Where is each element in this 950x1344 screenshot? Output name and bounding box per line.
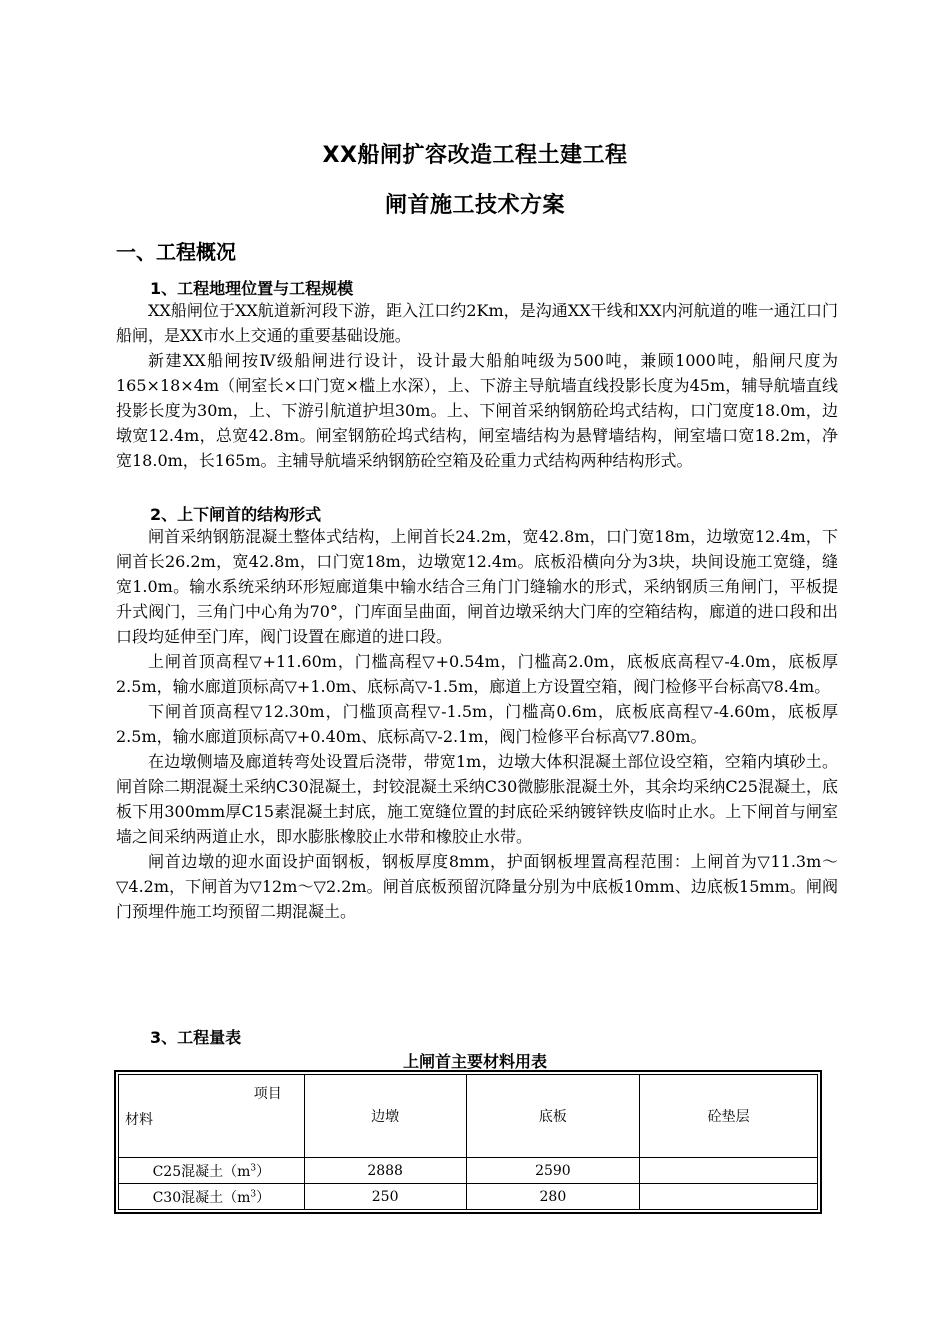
paragraph: 在边墩侧墙及廊道转弯处设置后浇带，带宽1m，边墩大体积混凝土部位设空箱，空箱内填砂土。闸首除二期混凝土采纳C30混凝土，封铰混凝土采纳C30微膨胀混凝土外，其余均采纳C25混凝土，底板下用300mm厚C15素混凝土封底，施工宽缝位置的封底砼采纳镀锌铁皮临时止水。上下闸首与闸室墙之间采纳两道止水，即水膨胀橡胶止水带和橡胶止水带。 <box>116 752 838 846</box>
table-cell: 2888 <box>304 1158 466 1184</box>
paragraph: 新建XX船闸按Ⅳ级船闸进行设计，设计最大船舶吨级为500吨，兼顾1000吨，船闸尺度为165×18×4m（闸室长×口门宽×槛上水深），上、下游主导航墙直线投影长度为45m，辅导航墙直线投影长度为30m，上、下游引航道护坦30m。上、下闸首采纳钢筋砼坞式结构，口门宽度18.0m，边墩宽12.4m，总宽42.8m。闸室钢筋砼坞式结构，闸室墙结构为悬臂墙结构，闸室墙口宽18.2m，净宽18.0m，长165m。主辅导航墙采纳钢筋砼空箱及砼重力式结构两种结构形式。 <box>116 351 838 470</box>
table-cell: 250 <box>304 1184 466 1210</box>
paragraph: 闸首边墩的迎水面设护面钢板，钢板厚度8mm，护面钢板埋置高程范围：上闸首为▽11.3m～▽4.2m，下闸首为▽12m～▽2.2m。闸首底板预留沉降量分别为中底板10mm、边底板15mm。闸阀门预埋件施工均预留二期混凝土。 <box>116 852 838 921</box>
section-heading-overview: 一、工程概况 <box>116 240 236 264</box>
corner-label-item: 项目 <box>253 1086 282 1102</box>
paragraph: 下闸首顶高程▽12.30m，门槛顶高程▽-1.5m，门槛高0.6m，底板底高程▽-4.60m，底板厚2.5m，输水廊道顶标高▽+0.40m、底标高▽-2.1m，阀门检修平台标高▽7.80m。 <box>116 702 838 746</box>
table-cell: 2590 <box>466 1158 640 1184</box>
column-header: 边墩 <box>304 1075 466 1158</box>
table-cell: 280 <box>466 1184 640 1210</box>
document-title: XX船闸扩容改造工程土建工程 <box>322 143 628 168</box>
table-cell <box>640 1184 818 1210</box>
materials-table-frame <box>114 1070 822 1214</box>
table-row <box>119 1158 818 1184</box>
table-header-row <box>119 1075 818 1158</box>
row-label: C25混凝土$(m^3)$ <box>119 1158 305 1184</box>
subsection-heading-location: 1、工程地理位置与工程规模 <box>150 279 354 298</box>
row-label: C30混凝土$(m^3)$ <box>119 1184 305 1210</box>
subsection-body-location <box>116 298 838 473</box>
table-row <box>119 1184 818 1210</box>
table-title: 上闸首主要材料用表 <box>402 1052 547 1071</box>
subsection-heading-structure: 2、上下闸首的结构形式 <box>150 505 322 524</box>
subsection-body-structure <box>116 524 838 924</box>
paragraph: 闸首采纳钢筋混凝土整体式结构，上闸首长24.2m，宽42.8m，口门宽18m，边墩宽12.4m，下闸首长26.2m，宽42.8m，口门宽18m，边墩宽12.4m。底板沿横向分为3块，块间设施工宽缝，缝宽1.0m。输水系统采纳环形短廊道集中输水结合三角门门缝输水的形式，采纳钢质三角闸门，平板提升式阀门，三角门中心角为70°，门库面呈曲面，闸首边墩采纳大门库的空箱结构，廊道的进口段和出口段均延伸至门库，阀门设置在廊道的进口段。 <box>116 527 838 646</box>
column-header: 砼垫层 <box>640 1075 818 1158</box>
materials-table <box>118 1074 818 1210</box>
table-cell <box>640 1158 818 1184</box>
document-subtitle: 闸首施工技术方案 <box>384 193 565 218</box>
column-header: 底板 <box>466 1075 640 1158</box>
paragraph: 上闸首顶高程▽+11.60m，门槛高程▽+0.54m，门槛高2.0m，底板底高程▽-4.0m，底板厚2.5m，输水廊道顶标高▽+1.0m、底标高▽-1.5m，廊道上方设置空箱，阀门检修平台标高▽8.4m。 <box>116 652 838 696</box>
paragraph: XX船闸位于XX航道新河段下游，距入江口约2Km，是沟通XX干线和XX内河航道的唯一通江口门船闸，是XX市水上交通的重要基础设施。 <box>116 301 838 345</box>
corner-label-material: 材料 <box>125 1112 153 1128</box>
subsection-heading-quantities: 3、工程量表 <box>150 1028 242 1047</box>
table-corner-cell <box>119 1075 305 1158</box>
